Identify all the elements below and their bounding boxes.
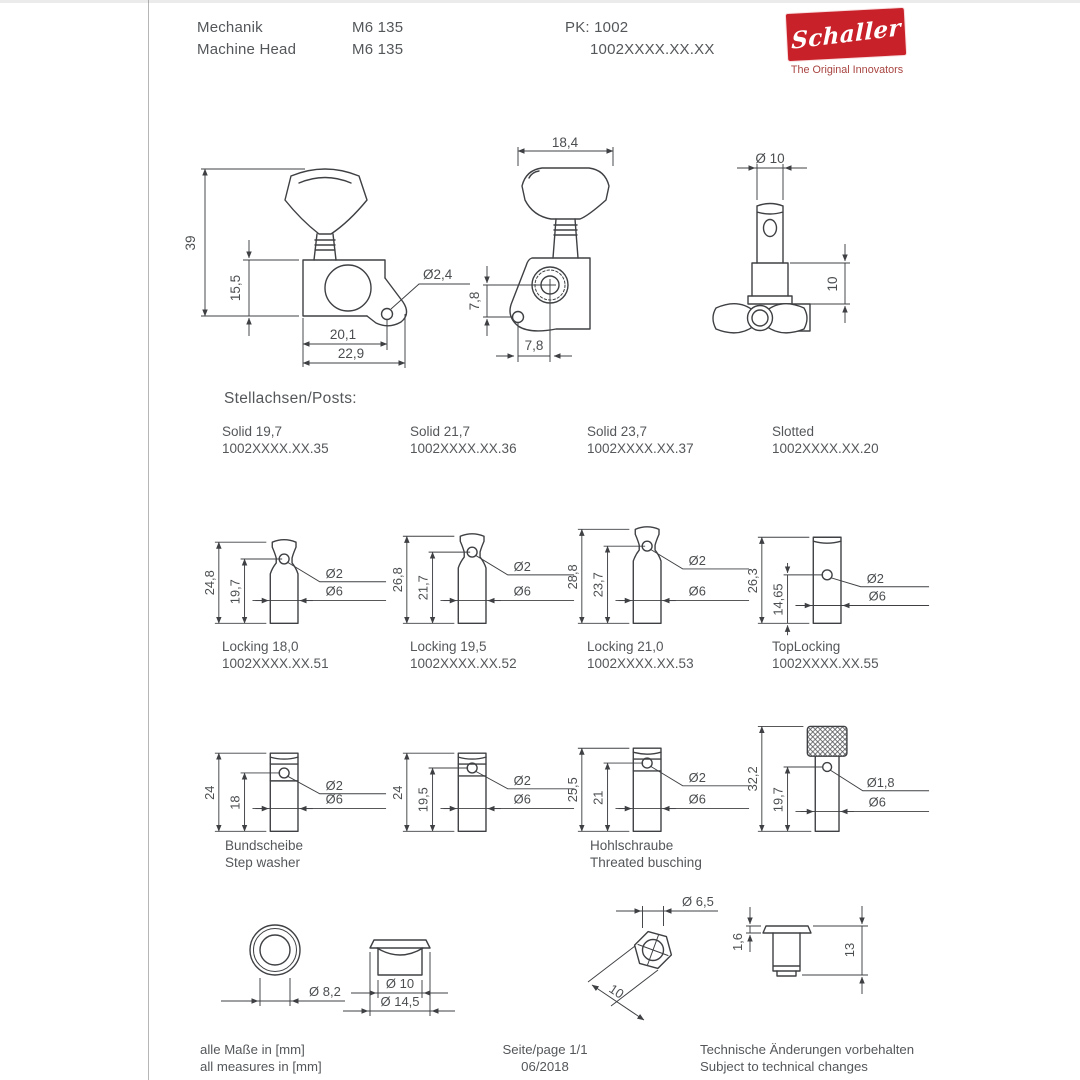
dim-post-total: 24 — [201, 785, 217, 800]
dim-post-shaft: Ø6 — [688, 583, 706, 599]
post-code: 1002XXXX.XX.20 — [772, 440, 879, 456]
bushing-label-de: Hohlschraube — [590, 838, 674, 853]
footer-date: 06/2018 — [521, 1059, 569, 1074]
post-drawing-slotted — [746, 486, 934, 636]
dim-bushing-bore-dia: Ø 6,5 — [682, 894, 714, 909]
page-edge-line — [148, 0, 149, 1080]
post-drawing-solid-19-7 — [203, 486, 391, 636]
footer-notice — [700, 1041, 914, 1075]
schaller-logo — [786, 8, 906, 61]
bushing-drawing — [578, 878, 890, 1038]
dim-post-inner: 14,65 — [770, 583, 786, 616]
dim-post-total: 28,8 — [564, 564, 580, 590]
model-number-row2: M6 135 — [352, 41, 404, 58]
post-label-1 — [410, 424, 517, 457]
dim-post-inner: 18 — [227, 795, 243, 810]
scan-top-strip — [0, 0, 1080, 3]
footer-notice-en: Subject to technical changes — [700, 1059, 868, 1074]
post-label-7 — [772, 639, 879, 672]
post-name: Locking 18,0 — [222, 639, 299, 654]
post-name: Solid 21,7 — [410, 424, 471, 439]
post-code: 1002XXXX.XX.37 — [587, 440, 694, 456]
post-name: TopLocking — [772, 639, 841, 654]
bushing-label-en: Threated busching — [590, 854, 702, 870]
dim-post-total: 26,8 — [389, 567, 405, 593]
dim-post-shaft: Ø6 — [513, 791, 531, 807]
footer-notice-de: Technische Änderungen vorbehalten — [700, 1042, 915, 1057]
dim-post-hole: Ø2 — [688, 769, 706, 785]
washer-drawing — [193, 888, 465, 1038]
washer-label — [225, 838, 303, 871]
dim-post-shaft: Ø6 — [513, 583, 531, 599]
footer-units-en: all measures in [mm] — [200, 1059, 322, 1074]
dim-side-housing-height: 15,5 — [228, 274, 243, 302]
dim-post-total: 24,8 — [201, 570, 217, 596]
bushing-label — [590, 838, 702, 871]
dim-post-shaft: Ø6 — [325, 583, 343, 599]
dim-washer-step-dia: Ø 10 — [385, 976, 415, 991]
post-drawing-locking-18 — [203, 694, 391, 844]
post-drawing-toplocking — [746, 694, 934, 844]
dim-post-shaft: Ø6 — [868, 794, 886, 810]
dim-post-total: 25,5 — [564, 777, 580, 803]
post-code: 1002XXXX.XX.35 — [222, 440, 329, 456]
dim-post-hole: Ø2 — [688, 552, 706, 568]
dim-post-total: 26,3 — [744, 568, 760, 594]
dim-post-inner: 21,7 — [415, 575, 431, 601]
product-label-en: Machine Head — [197, 41, 297, 58]
dim-post-hole: Ø2 — [513, 558, 531, 574]
dim-post-shaft: Ø6 — [688, 791, 706, 807]
product-label-de: Mechanik — [197, 19, 263, 36]
post-name: Slotted — [772, 424, 815, 439]
dim-post-total: 32,2 — [744, 766, 760, 792]
post-label-5 — [410, 639, 517, 672]
side-view-drawing — [165, 138, 475, 373]
dim-post-inner: 19,7 — [227, 579, 243, 605]
post-name: Locking 21,0 — [587, 639, 664, 654]
post-drawing-solid-23-7 — [566, 486, 754, 636]
post-label-4 — [222, 639, 329, 672]
pk-number: PK: 1002 — [565, 19, 629, 36]
dim-post-hole: Ø2 — [513, 772, 531, 788]
logo-tagline: The Original Innovators — [790, 64, 904, 76]
dim-front-hole-offset-v: 7,8 — [467, 291, 482, 311]
dim-side-width-inner: 20,1 — [329, 327, 357, 342]
footer-units-de: alle Maße in [mm] — [200, 1042, 305, 1057]
dim-side-total-height: 39 — [183, 235, 198, 251]
post-drawing-locking-19-5 — [391, 694, 579, 844]
footer-page — [460, 1041, 630, 1075]
dim-post-hole: Ø2 — [325, 565, 343, 581]
dim-post-hole: Ø2 — [866, 570, 884, 586]
post-label-6 — [587, 639, 694, 672]
dim-washer-inner-dia: Ø 8,2 — [309, 984, 341, 999]
dim-post-shaft: Ø6 — [325, 791, 343, 807]
dim-post-total: 24 — [389, 785, 405, 800]
post-code: 1002XXXX.XX.55 — [772, 655, 879, 671]
dim-side-width-total: 22,9 — [337, 346, 365, 361]
post-name: Solid 19,7 — [222, 424, 283, 439]
dim-bushing-hex-width: 10 — [606, 981, 627, 1002]
dim-post-inner: 21 — [590, 790, 606, 805]
dim-front-hole-offset-h: 7,8 — [524, 338, 544, 353]
post-label-0 — [222, 424, 329, 457]
post-label-3 — [772, 424, 879, 457]
footer-units — [200, 1041, 322, 1075]
washer-label-en: Step washer — [225, 854, 301, 870]
dim-post-inner: 19,5 — [415, 787, 431, 813]
post-code: 1002XXXX.XX.53 — [587, 655, 694, 671]
dim-post-hole: Ø2 — [325, 777, 343, 793]
post-name: Locking 19,5 — [410, 639, 487, 654]
dim-washer-outer-dia: Ø 14,5 — [380, 994, 420, 1009]
model-number-row1: M6 135 — [352, 19, 404, 36]
dim-front-button-width: 18,4 — [551, 135, 579, 150]
post-label-2 — [587, 424, 694, 457]
post-code: 1002XXXX.XX.52 — [410, 655, 517, 671]
dim-bushing-flange-height: 1,6 — [730, 932, 745, 952]
post-code: 1002XXXX.XX.51 — [222, 655, 329, 671]
dim-post-shaft: Ø6 — [868, 588, 886, 604]
post-name: Solid 23,7 — [587, 424, 648, 439]
schaller-logo-text: Schaller — [790, 14, 902, 55]
dim-bushing-total-height: 13 — [842, 942, 857, 958]
dim-post-inner: 19,7 — [770, 787, 786, 813]
footer-page-number: Seite/page 1/1 — [502, 1042, 588, 1057]
post-drawing-solid-21-7 — [391, 486, 579, 636]
dim-side-hole-dia: Ø2,4 — [423, 267, 453, 282]
washer-label-de: Bundscheibe — [225, 838, 304, 853]
posts-section-title: Stellachsen/Posts: — [224, 390, 357, 407]
dim-post-hole: Ø1,8 — [866, 774, 895, 790]
front-view-drawing — [467, 135, 670, 373]
dim-top-post-dia: Ø 10 — [755, 151, 785, 166]
post-drawing-locking-21 — [566, 694, 754, 844]
dim-top-housing-depth: 10 — [825, 276, 840, 292]
post-code: 1002XXXX.XX.36 — [410, 440, 517, 456]
top-view-drawing — [700, 138, 880, 348]
part-number: 1002XXXX.XX.XX — [590, 41, 715, 58]
dim-post-inner: 23,7 — [590, 572, 606, 598]
